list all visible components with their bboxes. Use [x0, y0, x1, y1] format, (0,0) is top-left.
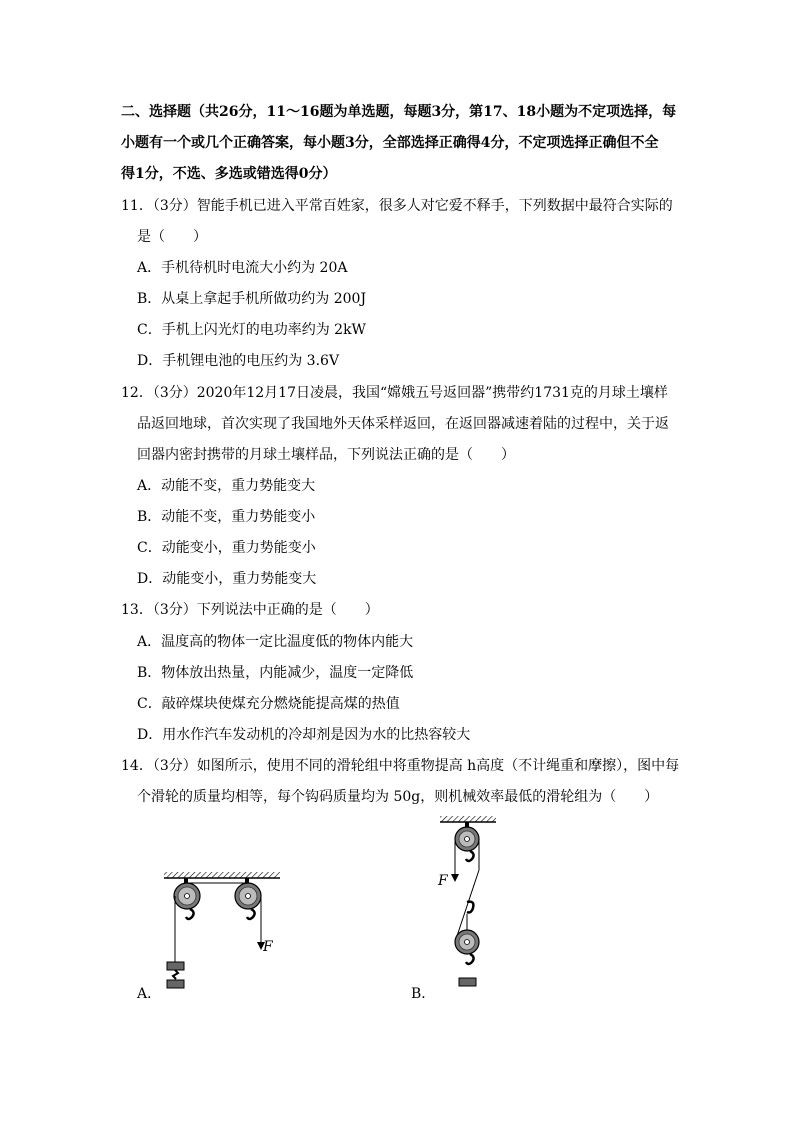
question-14-stem-2: 个滑轮的质量均相等，每个钩码质量均为 50g，则机械效率最低的滑轮组为（ ） — [137, 789, 659, 805]
question-11-option-b[interactable]: B．从桌上拿起手机所做功约为 200J — [137, 291, 367, 307]
question-13-option-d[interactable]: D．用水作汽车发动机的冷却剂是因为水的比热容较大 — [137, 727, 471, 743]
force-label-a: F — [263, 939, 273, 955]
hook-right — [247, 909, 255, 919]
question-14-stem-1: 14．（3分）如图所示，使用不同的滑轮组中将重物提高 h高度（不计绳重和摩擦），图中每 — [121, 758, 680, 774]
pulley-figure-b[interactable] — [430, 810, 510, 1000]
hook-movable — [466, 954, 474, 964]
weight — [459, 978, 476, 986]
section-header-line-2: 小题有一个或几个正确答案，每小题3分，全部选择正确得4分，不定项选择正确但不全 — [121, 135, 659, 151]
question-12-stem-3: 回器内密封携带的月球土壤样品，下列说法正确的是（ ） — [137, 447, 515, 463]
question-11-option-d[interactable]: D．手机锂电池的电压约为 3.6V — [137, 353, 340, 369]
question-12-option-d[interactable]: D．动能变小，重力势能变大 — [137, 571, 317, 587]
hook-left — [186, 909, 194, 919]
question-12-stem-2: 品返回地球，首次实现了我国地外天体采样返回，在返回器减速着陆的过程中，关于返 — [137, 416, 669, 432]
question-12-option-a[interactable]: A．动能不变，重力势能变大 — [137, 478, 316, 494]
question-11-option-c[interactable]: C．手机上闪光灯的电功率约为 2kW — [137, 322, 366, 338]
weight-bottom — [167, 980, 184, 988]
ceiling-hatch — [164, 872, 280, 878]
question-12-stem-1: 12．（3分）2020年12月17日凌晨，我国“嫦娥五号返回器”携带约1731克的月球土壤样 — [121, 385, 668, 401]
weight-top — [167, 962, 184, 970]
question-11-stem-1: 11．（3分）智能手机已进入平常百姓家，很多人对它爱不释手，下列数据中最符合实际的 — [121, 198, 673, 214]
section-header-line-3: 得1分，不选、多选或错选得0分） — [121, 166, 337, 182]
question-11-option-a[interactable]: A．手机待机时电流大小约为 20A — [137, 260, 348, 276]
force-arrow-icon — [451, 874, 459, 882]
pulley-figure-a[interactable] — [150, 860, 300, 1000]
question-13-stem-1: 13．（3分）下列说法中正确的是（ ） — [121, 602, 379, 618]
question-13-option-a[interactable]: A．温度高的物体一定比温度低的物体内能大 — [137, 634, 414, 650]
figure-b-label[interactable]: B． — [411, 986, 436, 1002]
question-11-stem-2: 是（ ） — [137, 229, 207, 245]
ceiling-hatch — [440, 816, 496, 822]
section-header-line-1: 二、选择题（共26分，11～16题为单选题，每题3分，第17、18小题为不定项选择，每 — [121, 104, 677, 120]
question-12-option-b[interactable]: B．动能不变，重力势能变小 — [137, 509, 316, 525]
hook-fixed — [466, 851, 474, 861]
force-label-b: F — [438, 873, 448, 889]
question-13-option-b[interactable]: B．物体放出热量，内能减少，温度一定降低 — [137, 665, 414, 681]
figure-a-label[interactable]: A． — [137, 986, 162, 1002]
question-12-option-c[interactable]: C．动能变小，重力势能变小 — [137, 540, 316, 556]
question-13-option-c[interactable]: C．敲碎煤块使煤充分燃烧能提高煤的热值 — [137, 696, 400, 712]
